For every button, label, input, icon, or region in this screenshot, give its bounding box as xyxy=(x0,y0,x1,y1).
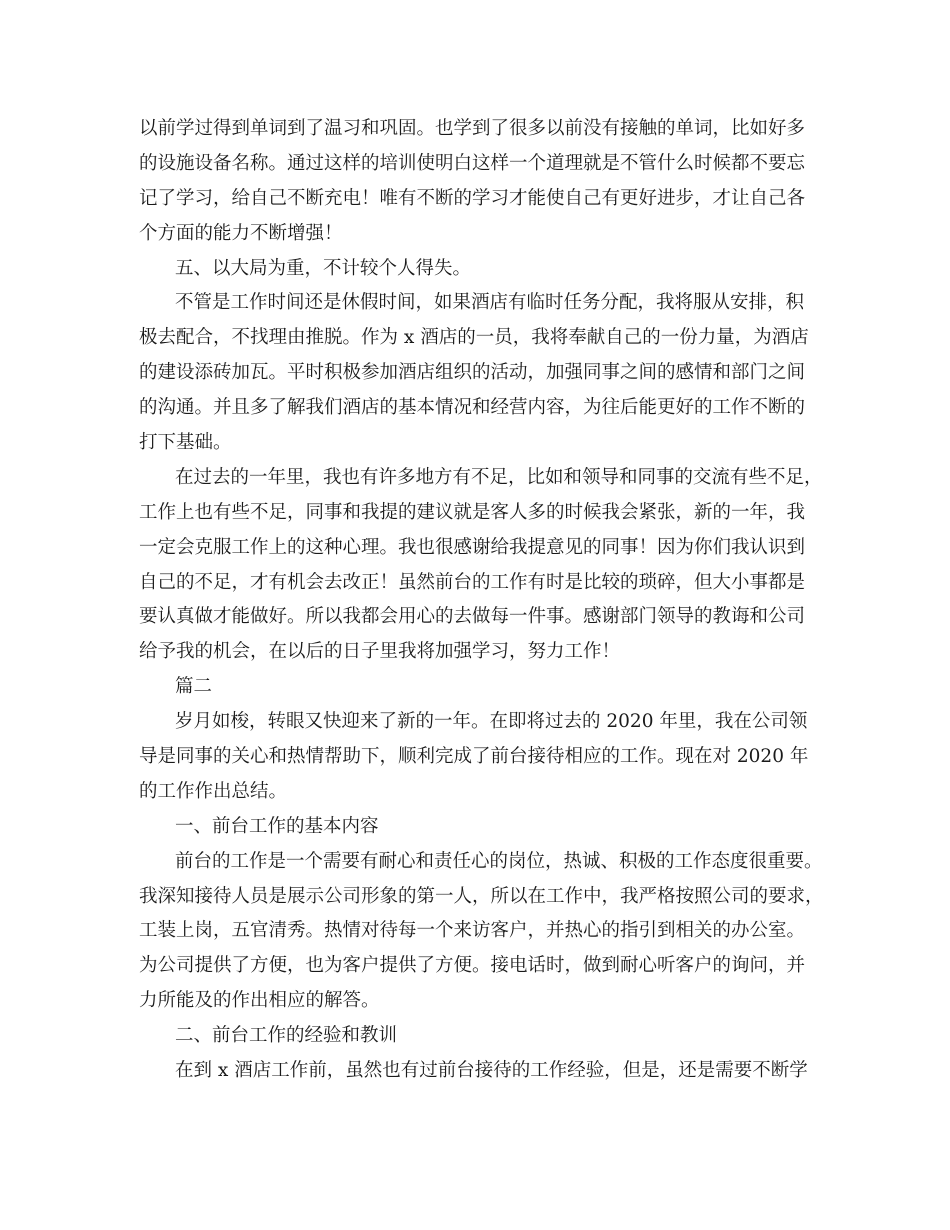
text-line: 我深知接待人员是展示公司形象的第一人，所以在工作中，我严格按照公司的要求， xyxy=(139,885,824,907)
text-line: 个方面的能力不断增强！ xyxy=(139,222,343,244)
text-line: 导是同事的关心和热情帮助下，顺利完成了前台接待相应的工作。现在对 2020 年 xyxy=(139,746,809,768)
text-line: 打下基础。 xyxy=(139,432,232,454)
text-line: 要认真做才能做好。所以我都会用心的去做每一件事。感谢部门领导的教诲和公司 xyxy=(139,606,806,628)
text-line: 前台的工作是一个需要有耐心和责任心的岗位，热诚、积极的工作态度很重要。 xyxy=(175,850,823,872)
text-line: 记了学习，给自己不断充电！唯有不断的学习才能使自己有更好进步，才让自己各 xyxy=(139,187,806,209)
text-line: 篇二 xyxy=(175,676,213,698)
text-line: 二、前台工作的经验和教训 xyxy=(175,1025,398,1047)
text-line: 一定会克服工作上的这种心理。我也很感谢给我提意见的同事！因为你们我认识到 xyxy=(139,536,806,558)
text-line: 的沟通。并且多了解我们酒店的基本情况和经营内容，为往后能更好的工作不断的 xyxy=(139,397,806,419)
text-line: 的设施设备名称。通过这样的培训使明白这样一个道理就是不管什么时候都不要忘 xyxy=(139,152,806,174)
text-line: 在过去的一年里，我也有许多地方有不足，比如和领导和同事的交流有些不足， xyxy=(175,466,823,488)
text-line: 给予我的机会，在以后的日子里我将加强学习，努力工作！ xyxy=(139,641,621,663)
text-line: 工作上也有些不足，同事和我提的建议就是客人多的时候我会紧张，新的一年，我 xyxy=(139,501,806,523)
text-line: 自己的不足，才有机会去改正！虽然前台的工作有时是比较的琐碎，但大小事都是 xyxy=(139,571,806,593)
text-line: 工装上岗，五官清秀。热情对待每一个来访客户，并热心的指引到相关的办公室。 xyxy=(139,920,806,942)
text-line: 极去配合，不找理由推脱。作为 x 酒店的一员，我将奉献自己的一份力量，为酒店 xyxy=(139,327,809,349)
text-line: 为公司提供了方便，也为客户提供了方便。接电话时，做到耐心听客户的询问，并 xyxy=(139,955,806,977)
text-line: 以前学过得到单词到了温习和巩固。也学到了很多以前没有接触的单词，比如好多 xyxy=(139,118,806,139)
text-line: 岁月如梭，转眼又快迎来了新的一年。在即将过去的 2020 年里，我在公司领 xyxy=(175,711,808,733)
text-line: 的工作作出总结。 xyxy=(139,780,288,802)
text-line: 的建设添砖加瓦。平时积极参加酒店组织的活动，加强同事之间的感情和部门之间 xyxy=(139,362,806,384)
document-body xyxy=(139,112,829,1089)
text-line: 不管是工作时间还是休假时间，如果酒店有临时任务分配，我将服从安排，积 xyxy=(175,292,805,314)
text-line: 一、前台工作的基本内容 xyxy=(175,815,379,837)
text-line: 五、以大局为重，不计较个人得失。 xyxy=(175,257,472,279)
text-line: 力所能及的作出相应的解答。 xyxy=(139,990,380,1012)
text-line: 在到 x 酒店工作前，虽然也有过前台接待的工作经验，但是，还是需要不断学 xyxy=(175,1060,808,1082)
